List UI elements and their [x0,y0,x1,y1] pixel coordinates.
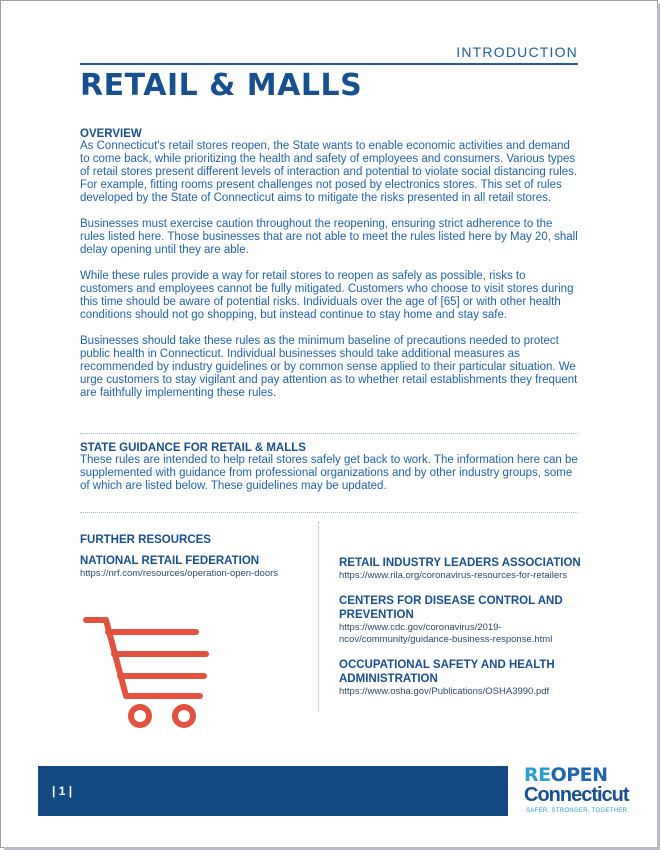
section-divider [80,512,578,513]
resource-name: OCCUPATIONAL SAFETY AND HEALTH ADMINISTRATION [339,659,555,685]
overview-paragraph: While these rules provide a way for retail stores to reopen as safely as possible, risks to customers and employees cannot be fully mitigated. Customers who choose to visit stores during this time should be aware of potential risks. Individuals over the age of [65] or with other health conditions should not go shopping, but instead continue to stay home and stay safe. [80,270,574,321]
header-rule [80,63,578,65]
section-tag: INTRODUCTION [456,44,578,60]
overview-paragraph: As Connecticut's retail stores reopen, the State wants to enable economic activities and demand to come back, while prioritizing the health and safety of employees and consumers. Various types of retail stores present different levels of interaction and potential to violate social distancing rules. For example, fitting rooms present challenges not posed by electronics stores. This set of rules developed by the State of Connecticut aims to mitigate the risks presented in all retail stores. [80,140,578,204]
resource-link[interactable]: https://www.rila.org/coronavirus-resources-for-retailers [339,570,568,581]
resource-item [339,594,589,646]
resource-item [80,554,310,580]
logo-tagline: SAFER. STRONGER. TOGETHER. [526,808,630,814]
resource-link[interactable]: https://www.osha.gov/Publications/OSHA3990.pdf [339,686,550,697]
logo-state-text: Connecticut [524,784,629,806]
logo-reopen-text: REOPEN [524,764,608,786]
guidance-heading: STATE GUIDANCE FOR RETAIL & MALLS [80,442,306,454]
overview-heading: OVERVIEW [80,128,142,140]
reopen-connecticut-logo [524,764,630,824]
section-divider [80,433,578,434]
shopping-cart-icon [80,612,210,732]
resource-name: NATIONAL RETAIL FEDERATION [80,555,260,567]
overview-paragraph: Businesses should take these rules as the minimum baseline of precautions needed to protect public health in Connecticut. Individual businesses should take additional measures as recommended by industry guidelines or by common sense applied to their particular situation. We urge customers to stay vigilant and pay attention as to whether retail establishments they frequent are faithfully implementing these rules. [80,335,578,399]
page-number: | 1 | [52,784,73,798]
overview-section [80,128,580,413]
guidance-text: These rules are intended to help retail stores safely get back to work. The information here can be supplemented with guidance from professional organizations and by other industry groups, some of which are listed below. These guidelines may be updated. [80,454,578,492]
resource-name: CENTERS FOR DISEASE CONTROL AND PREVENTION [339,595,563,621]
resource-item [339,556,589,582]
resources-right-column [339,556,589,710]
guidance-section [80,442,580,493]
resources-left-column [80,534,310,592]
resources-heading: FURTHER RESOURCES [80,534,211,546]
footer-bar [38,766,508,816]
overview-paragraph: Businesses must exercise caution throughout the reopening, ensuring strict adherence to the rules listed here. Those businesses that are not able to meet the rules listed here by May 20, shall delay opening until they are able. [80,218,578,256]
resource-item [339,658,589,698]
column-divider [318,522,319,712]
resource-link[interactable]: https://nrf.com/resources/operation-open-doors [80,568,279,579]
page-title: RETAIL & MALLS [80,68,363,103]
resource-name: RETAIL INDUSTRY LEADERS ASSOCIATION [339,557,581,569]
resource-link[interactable]: https://www.cdc.gov/coronavirus/2019-ncov/community/guidance-business-response.html [339,622,553,645]
